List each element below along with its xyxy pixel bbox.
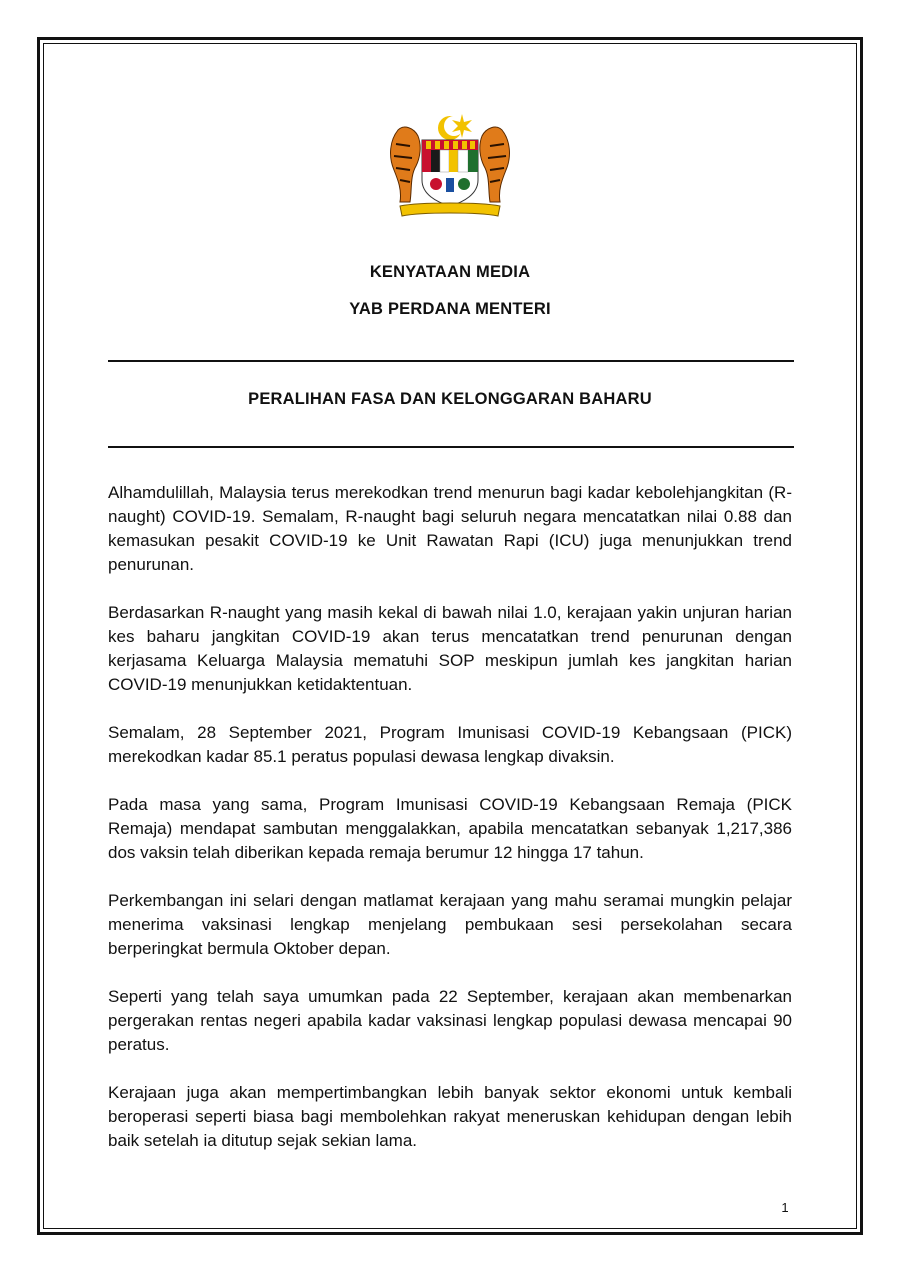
- malaysia-coat-of-arms-icon: [380, 110, 520, 222]
- header-line-2: YAB PERDANA MENTERI: [349, 300, 551, 318]
- paragraph-3: Semalam, 28 September 2021, Program Imunisasi COVID-19 Kebangsaan (PICK) merekodkan kadar 85.1 peratus populasi dewasa lengkap divaksin.: [108, 723, 792, 766]
- divider-bottom: [108, 446, 794, 448]
- paragraph-5: Perkembangan ini selari dengan matlamat kerajaan yang mahu seramai mungkin pelajar menerima vaksinasi lengkap menjelang pembukaan sesi persekolahan secara berperingkat bermula Oktober depan.: [108, 891, 792, 958]
- divider-top: [108, 360, 794, 362]
- paragraph-6: Seperti yang telah saya umumkan pada 22 September, kerajaan akan membenarkan pergerakan rentas negeri apabila kadar vaksinasi lengkap populasi dewasa mencapai 90 peratus.: [108, 987, 792, 1054]
- statement-body: [108, 481, 792, 1177]
- document-title: PERALIHAN FASA DAN KELONGGARAN BAHARU: [248, 390, 652, 408]
- paragraph-7: Kerajaan juga akan mempertimbangkan lebih banyak sektor ekonomi untuk kembali beroperasi seperti biasa bagi membolehkan rakyat meneruskan kehidupan dengan lebih baik setelah ia ditutup sejak sekian lama.: [108, 1083, 792, 1150]
- paragraph-1: Alhamdulillah, Malaysia terus merekodkan trend menurun bagi kadar kebolehjangkitan (R-naught) COVID-19. Semalam, R-naught bagi seluruh negara mencatatkan nilai 0.88 dan kemasukan pesakit COVID-19 ke Unit Rawatan Rapi (ICU) juga menunjukkan trend penurunan.: [108, 483, 792, 574]
- paragraph-2: Berdasarkan R-naught yang masih kekal di bawah nilai 1.0, kerajaan yakin unjuran harian kes baharu jangkitan COVID-19 akan terus mencatatkan trend penurunan dengan kerjasama Keluarga Malaysia mematuhi SOP meskipun jumlah kes jangkitan harian COVID-19 menunjukkan ketidaktentuan.: [108, 603, 792, 694]
- header-line-1: KENYATAAN MEDIA: [369, 263, 531, 281]
- paragraph-4: Pada masa yang sama, Program Imunisasi COVID-19 Kebangsaan Remaja (PICK Remaja) mendapat sambutan menggalakkan, apabila mencatatkan sebanyak 1,217,386 dos vaksin telah diberikan kepada remaja berumur 12 hingga 17 tahun.: [108, 795, 792, 862]
- page-number: 1: [781, 1200, 789, 1215]
